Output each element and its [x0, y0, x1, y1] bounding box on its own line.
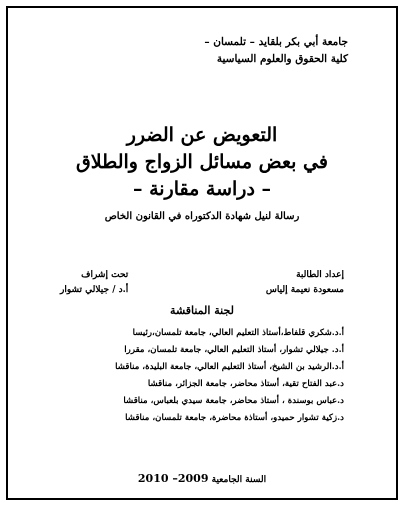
- academic-year-value: 2009– 2010: [137, 472, 209, 485]
- faculty-name: كلية الحقوق والعلوم السياسية: [216, 53, 348, 65]
- title-line-1: التعويض عن الضرر: [126, 124, 278, 146]
- committee-member: د.عبد الفتاح تقية، أستاذ محاضر، جامعة الجزائر، مناقشا: [147, 379, 344, 389]
- committee-member: د.زكية تشوار حميدو، أستاذة محاضرة، جامعة تلمسان، مناقشا: [125, 413, 344, 423]
- supervisor-label: تحت إشراف: [81, 270, 129, 280]
- thesis-cover-page: [6, 6, 398, 500]
- supervisor-block: [60, 268, 128, 298]
- student-block: [266, 268, 344, 298]
- committee-member: أ.د. جيلالي تشوار، أستاذ التعليم العالي، جامعة تلمسان، مقررا: [124, 345, 344, 355]
- title-line-2: في بعض مسائل الزواج والطلاق: [76, 151, 328, 173]
- degree-subtitle: رسالة لنيل شهادة الدكتوراه في القانون الخاص: [104, 211, 300, 222]
- student-label: إعداد الطالبة: [296, 270, 344, 280]
- academic-year: [8, 472, 396, 485]
- committee-list: [115, 325, 344, 427]
- authors-row: [8, 268, 396, 300]
- supervisor-name: أ.د / جيلالي تشوار: [60, 285, 129, 295]
- thesis-title: [8, 122, 396, 203]
- committee-member: أ.د.الرشيد بن الشيخ، أستاذ التعليم العالي، جامعة البليدة، مناقشا: [115, 362, 344, 372]
- title-line-3: – دراسة مقارنة –: [132, 178, 272, 200]
- committee-member: أ.د.شكري قلفاط،أستاذ التعليم العالي، جامعة تلمسان،رئيسا: [132, 328, 344, 338]
- university-name: جامعة أبي بكر بلقايد – تلمسان –: [204, 36, 348, 48]
- committee-heading: لجنة المناقشة: [170, 304, 234, 317]
- committee-member: د.عباس بوسندة ، أستاذ محاضر، جامعة سيدي بلعباس، مناقشا: [123, 396, 344, 406]
- student-name: مسعودة نعيمة إلياس: [265, 285, 344, 295]
- academic-year-label: السنة الجامعية: [211, 475, 267, 485]
- institution-header: [148, 34, 348, 68]
